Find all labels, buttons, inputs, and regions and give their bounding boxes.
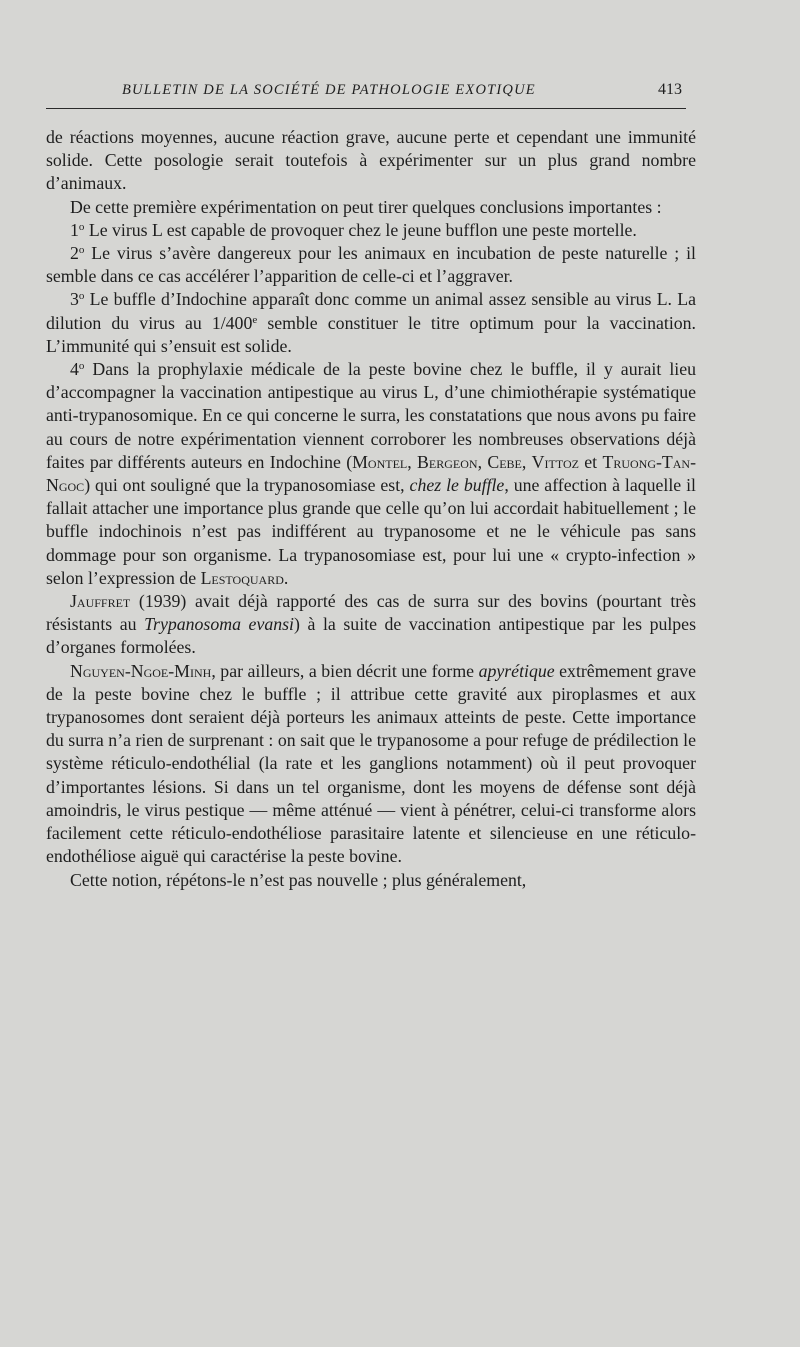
separator: et <box>578 451 603 472</box>
conclusion-4-text-b: ) qui ont souligné que la trypanosomiase est, <box>84 475 410 496</box>
species-name: Trypanosoma evansi <box>144 614 294 635</box>
conclusion-3-number: 3 <box>70 289 79 310</box>
ordinal-mark: o <box>78 360 85 373</box>
conclusion-1-text: Le virus L est capable de provoquer chez le jeune bufflon une peste mortelle. <box>84 219 637 240</box>
paragraph-jauffret <box>46 590 696 660</box>
body-text <box>46 126 696 892</box>
conclusion-4-text-a: Dans la prophylaxie médicale de la peste bovine chez le buffle, il y aurait lieu d’accompagner la vaccination antipestique au virus L, d’une chimiothérapie systématique anti-trypanosomique. En ce qui concerne le surra, les constatations que nous avons pu faire au cours de notre expérimentation viennent corroborer les nombreuses observations déjà faites par différents auteurs en Indochine ( <box>46 359 696 472</box>
separator: , <box>407 451 418 472</box>
paragraph-2-text: De cette première expérimentation on peut tirer quelques conclusions importantes : <box>70 196 662 217</box>
conclusion-4-text-c: , une affection à laquelle il fallait attacher une importance plus grande que celle qu’on lui accordait habituellement ; le buffle indochinois n’est pas indifférent au trypanosome et ne le véhicule pas sans dommage pour son organisme. La trypanosomiase est, pour lui une « crypto-infection » selon l’expression de <box>46 475 696 588</box>
period: . <box>283 567 289 588</box>
conclusion-3-text-b: semble constituer le titre optimum pour la vaccination. L’immunité qui s’ensuit est solide. <box>46 312 696 356</box>
paragraph-1 <box>46 126 696 196</box>
author-name: Vittoz <box>531 451 579 472</box>
paragraph-last-text: Cette notion, répétons-le n’est pas nouvelle ; plus généralement, <box>70 869 527 890</box>
conclusion-1 <box>46 219 696 242</box>
paragraph-jauffret-text-a: (1939) avait déjà rapporté des cas de surra sur des bovins (pourtant très résistants au <box>46 591 696 635</box>
author-name: Nguyen-Ngoe-Minh <box>70 660 212 681</box>
ordinal-mark: e <box>252 313 258 326</box>
author-name: Jauffret <box>70 591 131 612</box>
paragraph-jauffret-text-b: ) à la suite de vaccination antipestique par les pulpes d’organes formolées. <box>46 614 696 658</box>
conclusion-2-text: Le virus s’avère dangereux pour les animaux en incubation de peste naturelle ; il semble dans ce cas accélérer l’apparition de celle-ci et l’aggraver. <box>46 243 696 287</box>
author-name: Lestoquard <box>200 567 284 588</box>
paragraph-nguyen-text-a: , par ailleurs, a bien décrit une forme <box>211 660 479 681</box>
paragraph-last <box>46 869 696 892</box>
ordinal-mark: o <box>78 244 85 257</box>
italic-term: apyrétique <box>478 660 555 681</box>
ordinal-mark: o <box>78 220 85 233</box>
italic-phrase: chez le buffle <box>409 475 505 496</box>
separator: , <box>521 451 532 472</box>
paragraph-nguyen <box>46 660 696 869</box>
conclusion-1-number: 1 <box>70 219 79 240</box>
conclusion-4-number: 4 <box>70 359 79 380</box>
author-name: Truong-Tan-Ngoc <box>46 451 697 496</box>
conclusion-2 <box>46 242 696 288</box>
conclusion-3-text-a: Le buffle d’Indochine apparaît donc comme un animal assez sensible au virus L. La dilution du virus au 1/400 <box>46 289 696 333</box>
conclusion-3 <box>46 288 696 358</box>
page-header <box>46 80 686 109</box>
paragraph-2 <box>46 196 696 219</box>
paragraph-nguyen-text-b: extrêmement grave de la peste bovine chez le buffle ; il attribue cette gravité aux piroplasmes et aux trypanosomes dont seraient déjà porteurs les animaux atteints de peste. Cette importance du surra n’a rien de surprenant : on sait que le trypanosome a pour refuge de prédilection le système réticulo-endothélial (la rate et les ganglions notamment) où il peut provoquer d’importantes lésions. Si dans un tel organisme, dont les moyens de défense sont déjà amoindris, le virus pestique — même atténué — vient à pénétrer, celui-ci transforme alors facilement cette réticulo-endothéliose parasitaire latente et silencieuse en une réticulo-endothéliose aiguë qui caractérise la peste bovine. <box>46 660 696 867</box>
separator: , <box>477 451 488 472</box>
conclusion-4 <box>46 358 696 590</box>
author-name: Bergeon <box>417 451 478 472</box>
author-name: Montel <box>352 451 408 472</box>
conclusion-2-number: 2 <box>70 243 79 264</box>
ordinal-mark: o <box>78 290 85 303</box>
paragraph-1-text: de réactions moyennes, aucune réaction grave, aucune perte et cependant une immunité solide. Cette posologie serait toutefois à expérimenter sur un plus grand nombre d’animaux. <box>46 127 696 194</box>
author-name: Cebe <box>487 451 522 472</box>
page-number: 413 <box>658 81 682 98</box>
running-title: BULLETIN DE LA SOCIÉTÉ DE PATHOLOGIE EXOTIQUE <box>122 82 536 98</box>
